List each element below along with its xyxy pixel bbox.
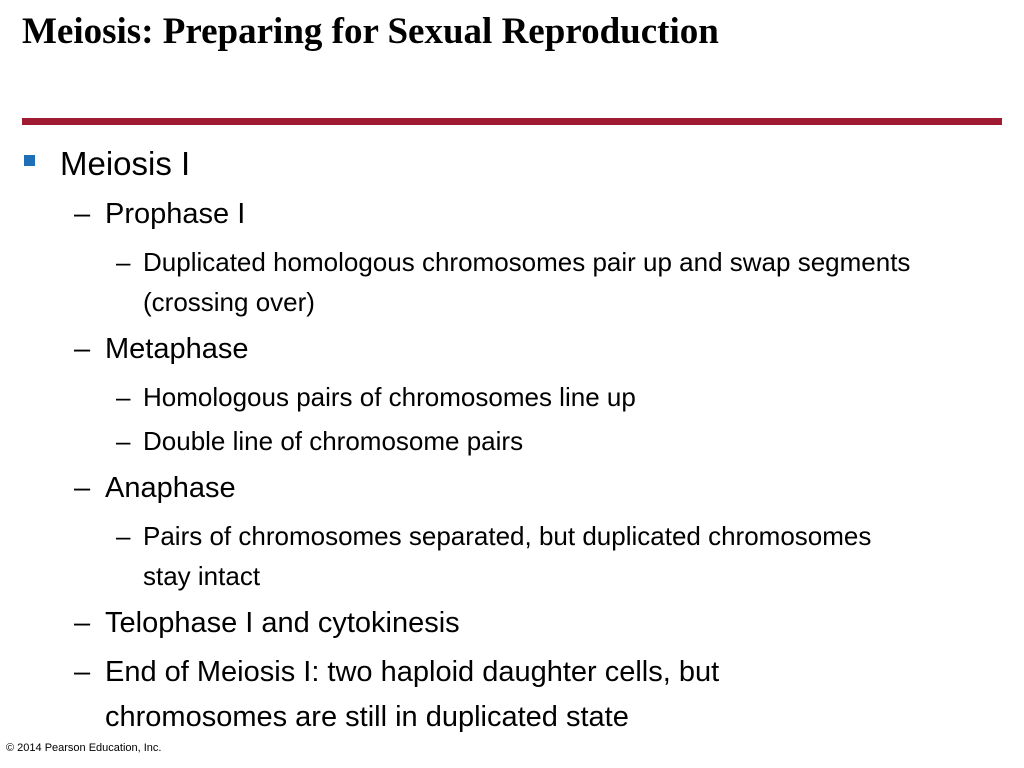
bullet-text: End of Meiosis I: two haploid daughter cells, but chromosomes are still in duplicated state: [105, 656, 720, 733]
bullet-text: Pairs of chromosomes separated, but duplicated chromosomes stay intact: [143, 521, 872, 591]
bullet-text: Prophase I: [105, 198, 246, 230]
bullet-text: Homologous pairs of chromosomes line up: [143, 382, 636, 412]
dash-bullet-icon: –: [74, 472, 91, 504]
square-bullet-icon: [24, 155, 35, 166]
slide-title: Meiosis: Preparing for Sexual Reproduction: [22, 11, 719, 52]
dash-bullet-icon: –: [116, 247, 131, 277]
bullet-anaphase: [74, 466, 994, 511]
bullet-meiosis-i: [60, 144, 1000, 184]
bullet-anaphase-detail: [116, 516, 1006, 596]
dash-bullet-icon: –: [116, 521, 131, 551]
bullet-text: Telophase I and cytokinesis: [105, 607, 460, 639]
bullet-metaphase-detail-1: [116, 377, 1006, 417]
bullet-end-of-meiosis: [74, 650, 994, 740]
dash-bullet-icon: –: [74, 607, 91, 639]
dash-bullet-icon: –: [74, 198, 91, 230]
bullet-text: Meiosis I: [60, 145, 191, 182]
dash-bullet-icon: –: [116, 426, 131, 456]
bullet-telophase: [74, 601, 994, 646]
bullet-text: Double line of chromosome pairs: [143, 426, 524, 456]
bullet-metaphase-detail-2: [116, 421, 1006, 461]
dash-bullet-icon: –: [74, 656, 91, 688]
bullet-text: Duplicated homologous chromosomes pair up and swap segments (crossing over): [143, 247, 911, 317]
bullet-text: Anaphase: [105, 472, 236, 504]
copyright-footer: © 2014 Pearson Education, Inc.: [6, 742, 162, 754]
bullet-text: Metaphase: [105, 333, 249, 365]
dash-bullet-icon: –: [116, 382, 131, 412]
bullet-prophase-i-detail: [116, 242, 1006, 322]
bullet-prophase-i: [74, 192, 994, 237]
bullet-metaphase: [74, 327, 994, 372]
dash-bullet-icon: –: [74, 333, 91, 365]
